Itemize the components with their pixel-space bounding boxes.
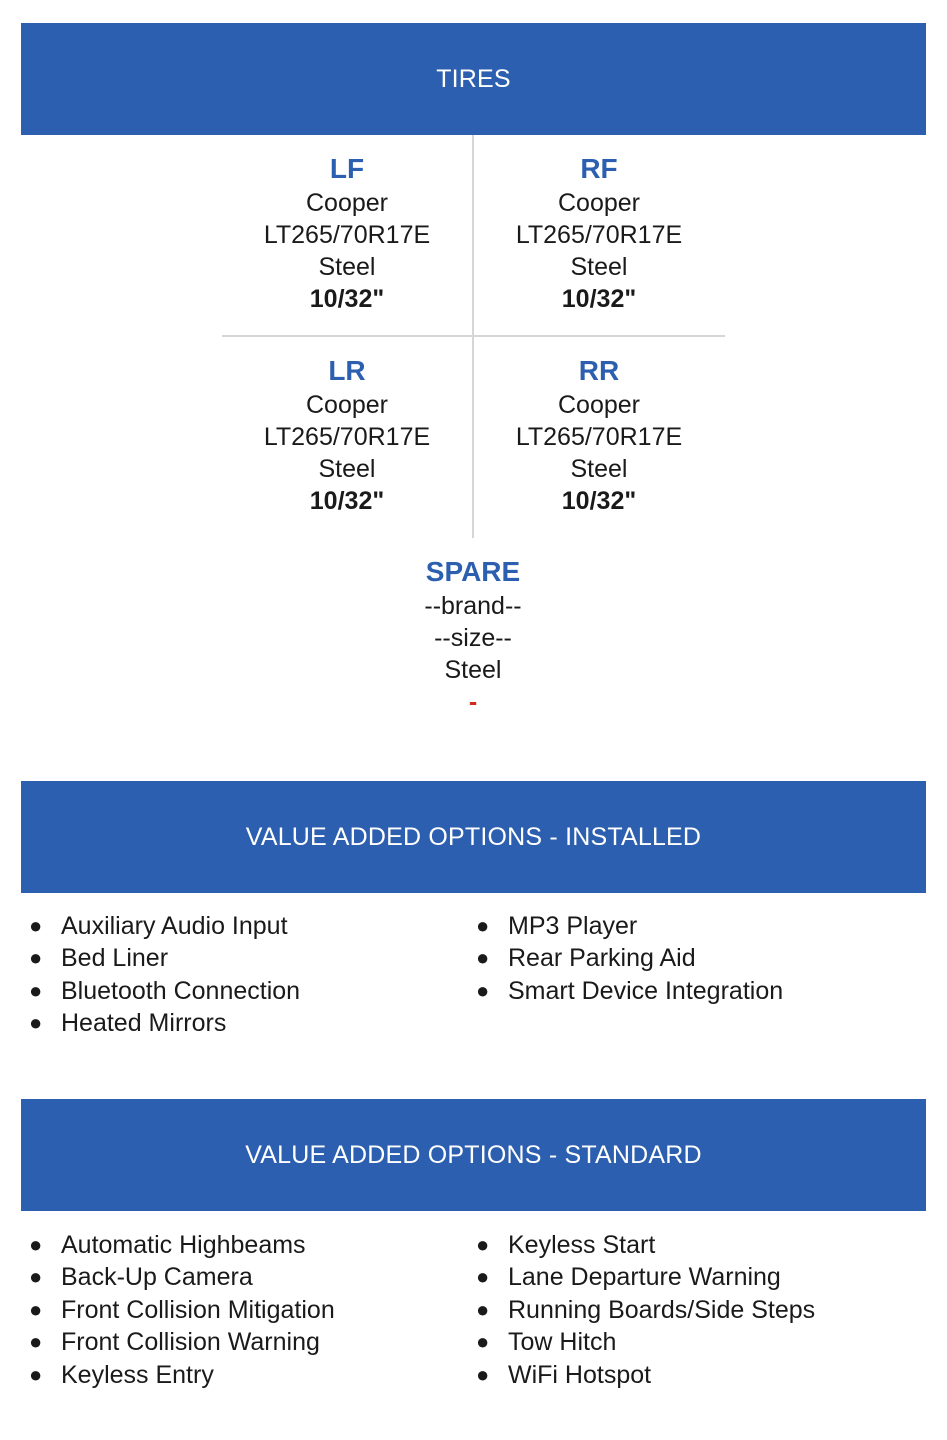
list-item: ● Heated Mirrors	[22, 1007, 300, 1039]
tire-lf	[222, 151, 472, 315]
tire-grid	[222, 135, 725, 538]
list-item: ● Smart Device Integration	[469, 975, 783, 1007]
bullet-icon: ●	[29, 913, 43, 938]
bullet-icon: ●	[29, 1232, 43, 1257]
list-item: ● Bed Liner	[22, 942, 300, 974]
installed-options-list-left	[22, 910, 300, 1040]
tire-position-label: LF	[329, 153, 365, 184]
bullet-icon: ●	[476, 945, 490, 971]
tire-tread-depth: 10/32"	[309, 285, 385, 313]
list-item: ● Lane Departure Warning	[469, 1261, 815, 1293]
standard-options-title: VALUE ADDED OPTIONS - STANDARD	[245, 1140, 702, 1169]
bullet-icon: ●	[476, 977, 490, 1003]
tire-wheel: Steel	[570, 253, 628, 281]
tire-tread-depth: 10/32"	[561, 285, 637, 313]
tire-size: LT265/70R17E	[515, 423, 683, 451]
tire-wheel: Steel	[570, 455, 628, 483]
list-item: ● Bluetooth Connection	[22, 975, 300, 1007]
tire-brand: Cooper	[558, 391, 640, 419]
tire-rr	[474, 353, 724, 517]
bullet-icon: ●	[29, 1296, 43, 1322]
list-item: ● Auxiliary Audio Input	[22, 910, 300, 942]
bullet-icon: ●	[29, 1329, 43, 1355]
tire-tread-depth: 10/32"	[561, 487, 637, 515]
list-item: ● Keyless Entry	[22, 1359, 335, 1391]
tires-header	[21, 23, 926, 135]
standard-options-header	[21, 1099, 926, 1211]
bullet-icon: ●	[29, 977, 43, 1003]
list-item: ● Running Boards/Side Steps	[469, 1294, 815, 1326]
standard-options-list-right	[469, 1229, 815, 1391]
list-item: ● Automatic Highbeams	[22, 1229, 335, 1261]
tire-position-label: RR	[578, 355, 620, 386]
tire-grid-horizontal-divider	[222, 335, 725, 337]
tire-wheel: Steel	[444, 656, 502, 684]
tire-tread-depth: 10/32"	[309, 487, 385, 515]
tire-wheel: Steel	[318, 455, 376, 483]
installed-options-title: VALUE ADDED OPTIONS - INSTALLED	[245, 822, 702, 851]
tire-brand: Cooper	[306, 189, 388, 217]
bullet-icon: ●	[29, 1010, 43, 1036]
tire-brand: Cooper	[306, 391, 388, 419]
tire-position-label: SPARE	[425, 556, 521, 587]
tire-size: LT265/70R17E	[263, 221, 431, 249]
list-item: ● Back-Up Camera	[22, 1261, 335, 1293]
installed-options-header	[21, 781, 926, 893]
list-item: ● Rear Parking Aid	[469, 942, 783, 974]
list-item: ● MP3 Player	[469, 910, 783, 942]
tire-wheel: Steel	[318, 253, 376, 281]
tire-position-label: LR	[328, 355, 366, 386]
tire-position-label: RF	[580, 153, 618, 184]
list-item: ● Keyless Start	[469, 1229, 815, 1261]
tire-size: LT265/70R17E	[515, 221, 683, 249]
tires-header-title: TIRES	[436, 64, 511, 93]
bullet-icon: ●	[29, 1361, 43, 1387]
list-item: ● Front Collision Warning	[22, 1326, 335, 1358]
bullet-icon: ●	[476, 1232, 490, 1257]
tire-brand: Cooper	[558, 189, 640, 217]
tire-lr	[222, 353, 472, 517]
standard-options-list-left	[22, 1229, 335, 1391]
tire-spare	[348, 554, 598, 718]
list-item: ● Front Collision Mitigation	[22, 1294, 335, 1326]
tire-tread-depth: -	[468, 688, 478, 716]
bullet-icon: ●	[476, 1329, 490, 1355]
list-item: ● Tow Hitch	[469, 1326, 815, 1358]
bullet-icon: ●	[476, 1264, 490, 1290]
tire-brand: --brand--	[424, 592, 522, 620]
bullet-icon: ●	[476, 1296, 490, 1322]
bullet-icon: ●	[29, 1264, 43, 1290]
tire-rf	[474, 151, 724, 315]
tire-size: --size--	[434, 624, 512, 652]
bullet-icon: ●	[476, 913, 490, 938]
list-item: ● WiFi Hotspot	[469, 1359, 815, 1391]
installed-options-list-right	[469, 910, 783, 1007]
bullet-icon: ●	[29, 945, 43, 971]
tire-size: LT265/70R17E	[263, 423, 431, 451]
bullet-icon: ●	[476, 1361, 490, 1387]
